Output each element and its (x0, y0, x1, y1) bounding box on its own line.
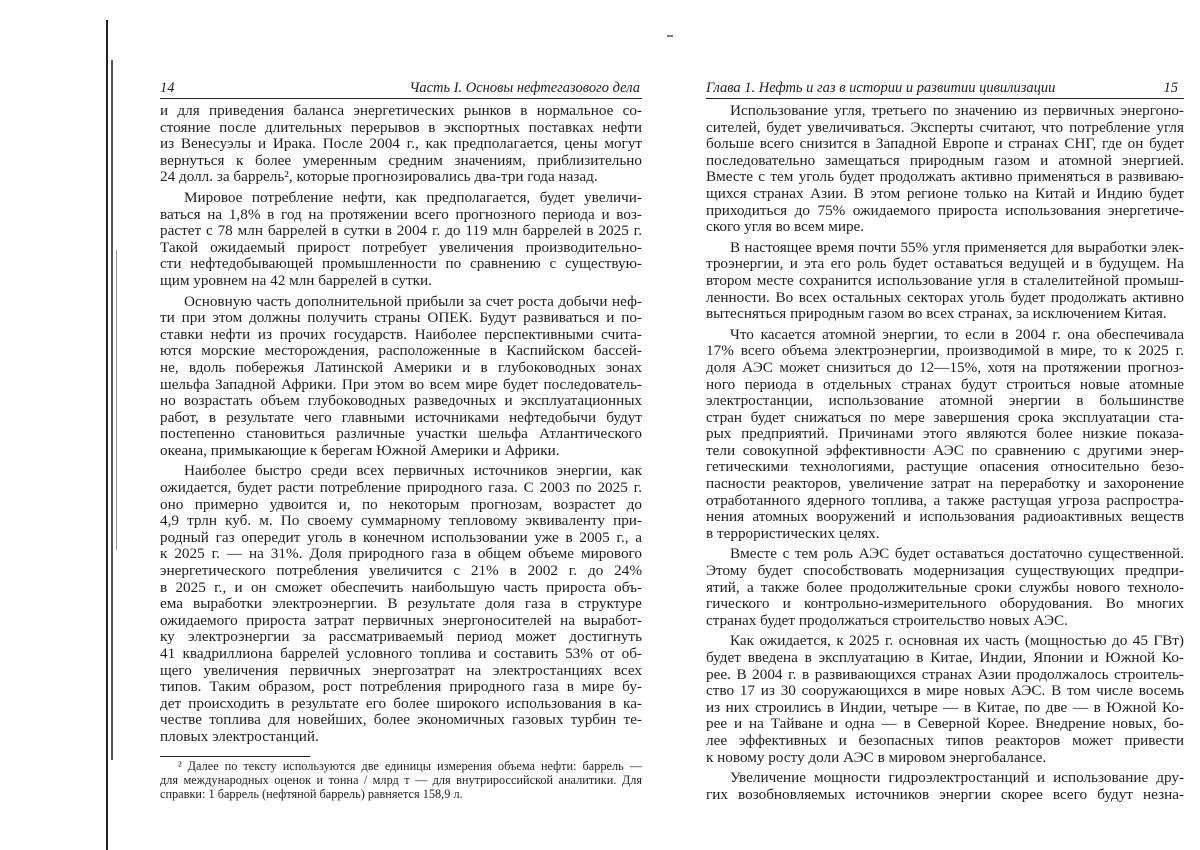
text-line: 24 долл. за баррель², которые прогнозировались два-три года назад. (160, 169, 642, 186)
book-binding-edge (106, 20, 108, 850)
text-line: ленности. Во всех остальных секторах уголь будет продолжать активно (706, 290, 1184, 307)
text-line: тели совокупной эффективности АЭС по сравнению с другими энер- (706, 443, 1184, 460)
text-line: гих возобновляемых источников энергии скорее всего будут незна- (706, 787, 1184, 804)
body-text (160, 103, 642, 746)
text-line: гического и контрольно-измерительного оборудования. Во многих (706, 596, 1184, 613)
book-binding-edge (116, 250, 117, 550)
text-line: Использование угля, третьего по значению из первичных энергоно- (706, 103, 1184, 120)
page-number: 15 (1164, 80, 1179, 97)
text-line: родный газ опередит уголь в конечном использовании уже в 2005 г., а (160, 530, 642, 547)
text-line: ятий, а также более продолжительные сроки службы нового техноло- (706, 580, 1184, 597)
text-line: честве топлива для новейших, более экономичных газовых турбин те- (160, 712, 642, 729)
text-line: ожидаемого прироста затрат первичных энергоносителей на выработ- (160, 613, 642, 630)
text-line: втором месте сохранится использование угля в сталелитейной промыш- (706, 273, 1184, 290)
page-header (706, 78, 1184, 99)
text-line: пасности реакторов, увеличение затрат на переработку и захоронение (706, 476, 1184, 493)
text-line: из Венесуэлы и Ирака. После 2004 г., как предполагается, цены могут (160, 136, 642, 153)
text-line: щим уровнем на 42 млн баррелей в сутки. (160, 273, 642, 290)
text-line: ку электроэнергии за рассматриваемый период может достигнуть (160, 629, 642, 646)
text-line: работ, в результате чего главными источниками нефтедобычи будут (160, 410, 642, 427)
text-line: ожидается, будет расти потребление природного газа. С 2003 по 2025 г. (160, 480, 642, 497)
text-line: шельфа Западной Африки. При этом во всем мире будет последователь- (160, 377, 642, 394)
text-line: ются морские месторождения, расположенные в Каспийском бассей- (160, 343, 642, 360)
text-line: океана, примыкающие к берегам Южной Америки и Африки. (160, 443, 642, 460)
text-line: рее. В 2004 г. в развивающихся странах Азии продолжалось строитель- (706, 667, 1184, 684)
text-line: гетическими технологиями, растущие опасения относительно безо- (706, 459, 1184, 476)
text-line: последовательно замещаться природным газом и атомной энергией. (706, 153, 1184, 170)
text-line: странах будет продолжаться строительство новых АЭС. (706, 613, 1184, 630)
text-line: Мировое потребление нефти, как предполагается, будет увеличи- (160, 190, 642, 207)
paragraph (706, 633, 1184, 766)
running-title: Глава 1. Нефть и газ в истории и развитии цивилизации (706, 80, 1055, 97)
text-line: стояние после длительных перерывов в экспортных поставках нефти (160, 120, 642, 137)
text-line: троэнергии, и эта его роль будет оставаться ведущей и в будущем. На (706, 256, 1184, 273)
text-line: больше всего снизится в Западной Европе и странах СНГ, где он будет (706, 136, 1184, 153)
text-line: ного периода в отдельных странах будут строиться новые атомные (706, 377, 1184, 394)
text-line: типов. Таким образом, рост потребления природного газа в мире бу- (160, 679, 642, 696)
book-binding-edge (111, 60, 113, 760)
text-line: сти нефтедобывающей промышленности по сравнению с существую- (160, 256, 642, 273)
text-line: ти при этом должны получить страны ОПЕК. Будут развиваться и по- (160, 310, 642, 327)
paragraph (706, 770, 1184, 803)
text-line: ставки нефти из прочих государств. Наиболее перспективными счита- (160, 327, 642, 344)
paragraph (706, 103, 1184, 236)
text-line: энергетического потребления увеличится с 21% в 2002 г. до 24% (160, 563, 642, 580)
text-line: в 2025 г., и он сможет обеспечить наибольшую часть прироста объ- (160, 580, 642, 597)
text-line: Увеличение мощности гидроэлектростанций и использование дру- (706, 770, 1184, 787)
text-line: Этому будет способствовать модернизация существующих предпри- (706, 563, 1184, 580)
text-line: ² Далее по тексту используются две единицы измерения объема нефти: баррель — (160, 759, 642, 773)
text-line: но возрастать объем глубоководных разведочных и эксплуатационных (160, 393, 642, 410)
footnote (160, 759, 642, 801)
paragraph (160, 190, 642, 290)
text-line: пловых электростанций. (160, 729, 642, 746)
text-line: ема выработки электроэнергии. В результате доля газа в структуре (160, 596, 642, 613)
text-line: рых предприятий. Причинами этого являются более низкие показа- (706, 426, 1184, 443)
text-line: электростанции, использование атомной энергии в большинстве (706, 393, 1184, 410)
text-line: доля АЭС может снизиться до 12—15%, хотя на протяжении прогноз- (706, 360, 1184, 377)
text-line: ваться на 1,8% в год на протяжении всего прогнозного периода и воз- (160, 207, 642, 224)
text-line: лее эффективных и безопасных типов реакторов может привести (706, 733, 1184, 750)
text-line: стран будет снижаться по мере завершения срока эксплуатации ста- (706, 410, 1184, 427)
text-line: Как ожидается, к 2025 г. основная их часть (мощностью до 45 ГВт) (706, 633, 1184, 650)
footnote-rule (160, 756, 310, 757)
text-line: справки: 1 баррель (нефтяной баррель) равняется 158,9 л. (160, 787, 642, 801)
text-line: нения атомных вооружений и использования радиоактивных веществ (706, 509, 1184, 526)
text-line: Вместе с тем роль АЭС будет оставаться достаточно существенной. (706, 546, 1184, 563)
text-line: дет происходить в результате его более широкого использования в ка- (160, 696, 642, 713)
text-line: Что касается атомной энергии, то если в 2004 г. она обеспечивала (706, 327, 1184, 344)
text-line: 17% всего объема электроэнергии, производимой в мире, то к 2025 г. (706, 343, 1184, 360)
text-line: Такой ожидаемый прирост потребует увеличения производительно- (160, 240, 642, 257)
paragraph (706, 327, 1184, 543)
paragraph (706, 240, 1184, 323)
text-line: Вместе с тем уголь будет продолжать активно применяться в развиваю- (706, 169, 1184, 186)
text-line: ство 17 из 30 сооружающихся в мире новых АЭС. В том числе восемь (706, 683, 1184, 700)
running-title: Часть I. Основы нефтегазового дела (409, 80, 640, 97)
text-line: рее и на Тайване и одна — в Северной Корее. Внедрение новых, бо- (706, 716, 1184, 733)
text-line: постепенно становиться различные участки шельфа Атлантического (160, 426, 642, 443)
text-line: в террористических целях. (706, 526, 1184, 543)
text-line: приходиться до 75% ожидаемого прироста использования энергетиче- (706, 203, 1184, 220)
page-number: 14 (160, 80, 175, 97)
text-line: вытесняться природным газом во всех странах, за исключением Китая. (706, 306, 1184, 323)
text-line: растет с 78 млн баррелей в сутки в 2004 г. до 119 млн баррелей в 2025 г. (160, 223, 642, 240)
text-line: щего увеличения первичных энергозатрат на электростанциях всех (160, 663, 642, 680)
text-line: 41 квадриллиона баррелей условного топлива и составить 53% от об- (160, 646, 642, 663)
text-line: из них строились в Индии, четыре — в Китае, по две — в Южной Ко- (706, 700, 1184, 717)
text-line: ского угля во всем мире. (706, 219, 1184, 236)
text-line: к новому росту доли АЭС в мировом энергобалансе. (706, 750, 1184, 767)
text-line: будет введена в эксплуатацию в Китае, Индии, Японии и Южной Ко- (706, 650, 1184, 667)
text-line: не, вдоль побережья Латинской Америки и в глубоководных зонах (160, 360, 642, 377)
page-header (160, 78, 642, 99)
text-line: вернуться к более умеренным средним значениям, приблизительно (160, 153, 642, 170)
text-line: оно примерно удвоится и, по некоторым прогнозам, возрастет до (160, 497, 642, 514)
text-line: к 2025 г. — на 31%. Доля природного газа в общем объеме мирового (160, 546, 642, 563)
body-text (706, 103, 1184, 803)
scan-artifact (667, 35, 673, 37)
text-line: 4,9 трлн куб. м. По своему суммарному тепловому эквиваленту при- (160, 513, 642, 530)
text-line: В настоящее время почти 55% угля применяется для выработки элек- (706, 240, 1184, 257)
right-page (706, 78, 1184, 807)
text-line: Наиболее быстро среди всех первичных источников энергии, как (160, 463, 642, 480)
paragraph (160, 463, 642, 745)
text-line: и для приведения баланса энергетических рынков в нормальное со- (160, 103, 642, 120)
text-line: сителей, будет увеличиваться. Эксперты считают, что потребление угля (706, 120, 1184, 137)
text-line: Основную часть дополнительной прибыли за счет роста добычи неф- (160, 294, 642, 311)
text-line: отработанного ядерного топлива, а также растущая угроза распростра- (706, 493, 1184, 510)
paragraph (160, 103, 642, 186)
text-line: для международных оценок и тонна / млрд т — для внутрироссийской аналитики. Для (160, 773, 642, 787)
paragraph (706, 546, 1184, 629)
text-line: щихся странах Азии. В этом регионе только на Китай и Индию будет (706, 186, 1184, 203)
paragraph (160, 294, 642, 460)
left-page (160, 78, 642, 801)
